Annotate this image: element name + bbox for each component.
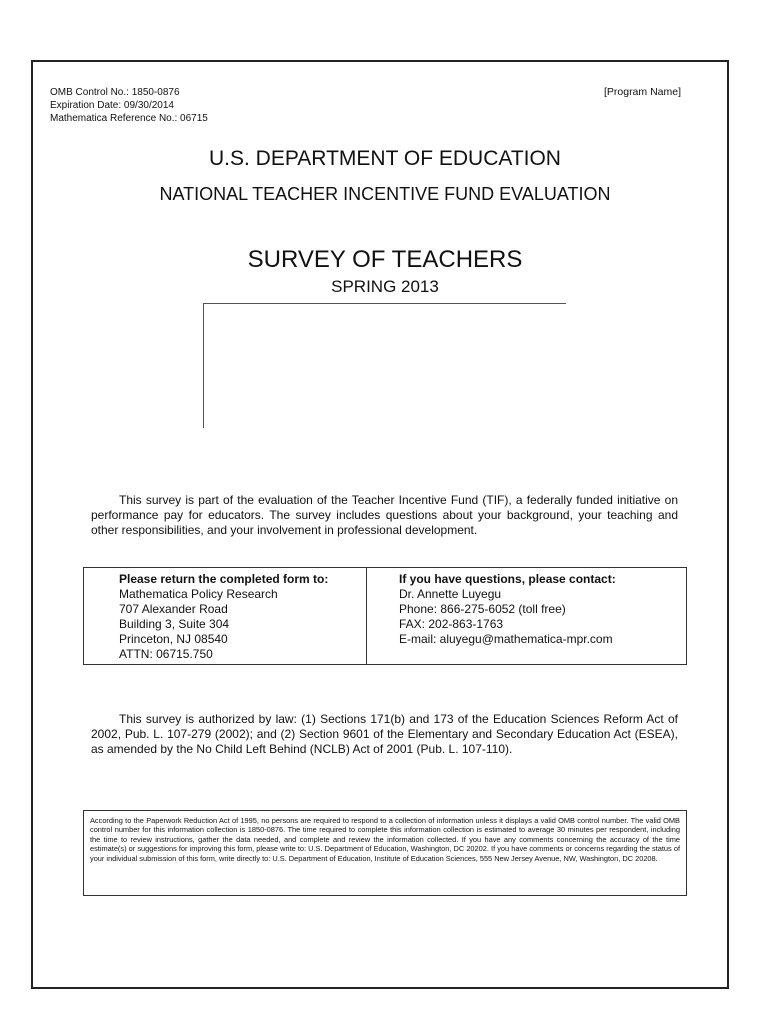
authorization-paragraph bbox=[91, 712, 678, 757]
contact-line: Phone: 866-275-6052 (toll free) bbox=[399, 602, 566, 616]
label-area-top-border bbox=[203, 303, 566, 304]
paperwork-reduction-notice: According to the Paperwork Reduction Act of 1995, no persons are required to respond to a collection of information unless it displays a valid OMB control number. The valid OMB control number for this information collection is 1850-0876. The time required to complete this information collection is estimated to average 30 minutes per respondent, including the time to review instructions, gather the data needed, and complete and review the information collected. If you have any comments concerning the accuracy of the time estimate(s) or suggestions for improving this form, please write to: U.S. Department of Education, Washington, DC 20202. If you have comments or concerns regarding the status of your individual submission of this form, write directly to: U.S. Department of Education, Institute of Education Sciences, 555 New Jersey Avenue, NW, Washington, DC 20208. bbox=[83, 810, 687, 896]
omb-info bbox=[50, 86, 208, 125]
return-heading: Please return the completed form to: bbox=[119, 572, 329, 586]
label-area-left-border bbox=[203, 303, 204, 428]
questions-contact bbox=[367, 568, 686, 664]
reference-number: Mathematica Reference No.: 06715 bbox=[50, 113, 208, 124]
return-line: Building 3, Suite 304 bbox=[119, 617, 230, 631]
omb-control-number: OMB Control No.: 1850-0876 bbox=[50, 87, 180, 98]
intro-paragraph bbox=[91, 493, 678, 538]
questions-heading: If you have questions, please contact: bbox=[399, 572, 616, 586]
contact-box bbox=[83, 567, 687, 665]
contact-line: E-mail: aluyegu@mathematica-mpr.com bbox=[399, 632, 613, 646]
survey-title: SURVEY OF TEACHERS bbox=[247, 246, 523, 273]
expiration-date: Expiration Date: 09/30/2014 bbox=[50, 100, 174, 111]
authorization-text: This survey is authorized by law: (1) Sections 171(b) and 173 of the Education Sciences Reform Act of 2002, Pub. L. 107-279 (2002); and (2) Section 9601 of the Elementary and Secondary Education Act (ESEA), as amended by the No Child Left Behind (NCLB) Act of 2001 (Pub. L. 107-110). bbox=[91, 712, 678, 756]
return-line: ATTN: 06715.750 bbox=[119, 647, 213, 661]
return-address bbox=[84, 568, 367, 664]
return-line: Mathematica Policy Research bbox=[119, 587, 278, 601]
program-name: [Program Name] bbox=[603, 86, 681, 98]
evaluation-title: NATIONAL TEACHER INCENTIVE FUND EVALUATION bbox=[159, 184, 611, 204]
department-title: U.S. DEPARTMENT OF EDUCATION bbox=[209, 147, 561, 170]
return-line: Princeton, NJ 08540 bbox=[119, 632, 228, 646]
contact-line: Dr. Annette Luyegu bbox=[399, 587, 502, 601]
survey-season: SPRING 2013 bbox=[331, 277, 439, 296]
intro-text: This survey is part of the evaluation of the Teacher Incentive Fund (TIF), a federally funded initiative on performance pay for educators. The survey includes questions about your background, your teaching and other responsibilities, and your involvement in professional development. bbox=[91, 493, 678, 537]
contact-line: FAX: 202-863-1763 bbox=[399, 617, 504, 631]
return-line: 707 Alexander Road bbox=[119, 602, 228, 616]
